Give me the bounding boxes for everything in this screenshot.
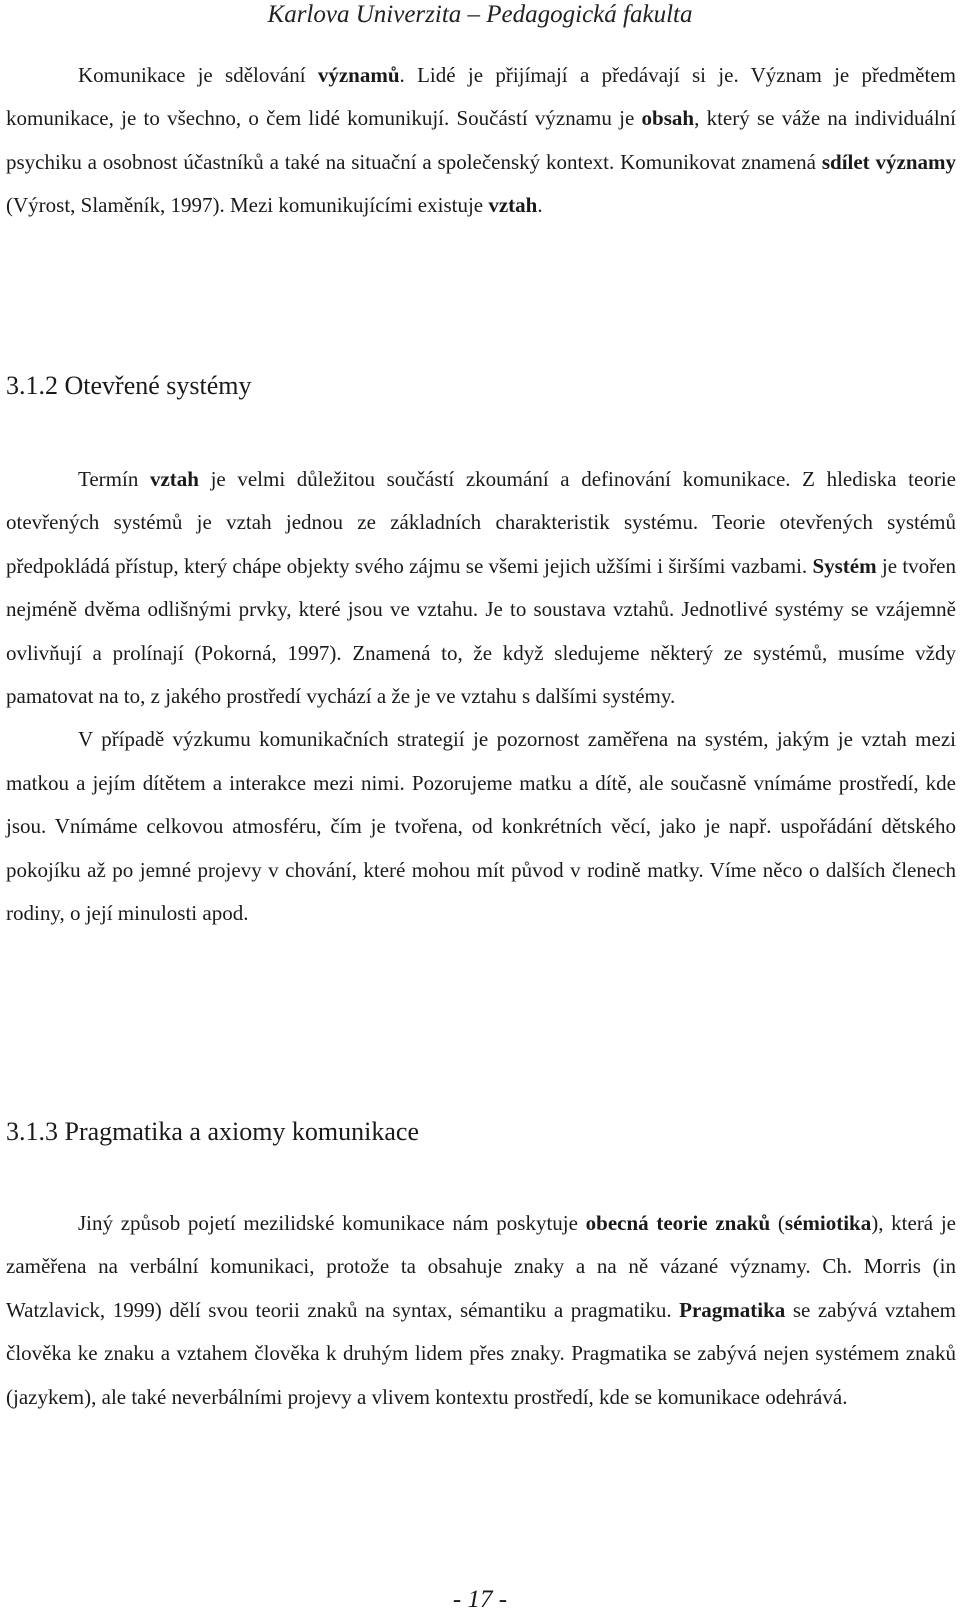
bold-term: Pragmatika bbox=[679, 1297, 786, 1322]
text-run: se zabývá vztahem člověka ke znaku a vztahem člověka k druhým lidem přes znaky. Pragmatika se zabývá nejen systémem znaků (jazykem), ale také neverbálními projevy a vlivem kontextu prostředí, kde se komunikace odehrává. bbox=[6, 1297, 956, 1409]
section-heading-open-systems: 3.1.2 Otevřené systémy bbox=[6, 371, 252, 400]
text-run: ( bbox=[770, 1211, 785, 1235]
text-run: . bbox=[537, 193, 543, 218]
paragraph-open-systems bbox=[6, 458, 956, 935]
page-header: Karlova Univerzita – Pedagogická fakulta bbox=[267, 1, 693, 28]
paragraph-research-system: V případě výzkumu komunikačních strategií je pozornost zaměřena na systém, jakým je vztah mezi matkou a jejím dítětem a interakce mezi nimi. Pozorujeme matku a dítě, ale současně vnímáme prostředí, kde jsou. Vnímáme celkovou atmosféru, čím je tvořena, od konkrétních věcí, jako je např. uspořádání dětského pokojíku až po jemné projevy v chování, které mohou mít původ v rodině matky. Víme něco o dalších členech rodiny, o její minulosti apod. bbox=[6, 727, 956, 926]
text-run: je velmi důležitou součástí zkoumání a definování komunikace. Z hlediska teorie otevřených systémů je vztah jednou ze základních charakteristik systému. Teorie otevřených systémů předpokládá přístup, který chápe objekty svého zájmu se všemi jejich užšími i širšími vazbami. bbox=[6, 467, 956, 578]
text-run: Komunikace je sdělování bbox=[78, 63, 318, 87]
paragraph-pragmatics bbox=[6, 1202, 956, 1419]
bold-term: významů bbox=[317, 63, 400, 87]
bold-term: vztah bbox=[149, 467, 199, 491]
text-run: , který se váže na individuální psychiku a osobnost účastníků a také na situační a společenský kontext. Komunikovat znamená bbox=[6, 106, 956, 174]
bold-term: obecná teorie znaků bbox=[585, 1211, 771, 1235]
bold-term: sdílet významy bbox=[821, 149, 957, 174]
page-number: - 17 - bbox=[452, 1586, 508, 1613]
text-run: (Výrost, Slaměník, 1997). Mezi komunikujícími existuje bbox=[6, 193, 489, 218]
paragraph-meaning bbox=[6, 54, 956, 228]
text-run: Termín bbox=[78, 467, 150, 491]
text-run: je tvořen nejméně dvěma odlišnými prvky, které jsou ve vztahu. Je to soustava vztahů. Jednotlivé systémy se vzájemně ovlivňují a prolínají (Pokorná, 1997). Znamená to, že když sledujeme některý ze systémů, musíme vždy pamatovat na to, z jakého prostředí vychází a že je ve vztahu s dalšími systémy. bbox=[6, 553, 956, 709]
section-heading-pragmatics: 3.1.3 Pragmatika a axiomy komunikace bbox=[6, 1117, 420, 1146]
bold-term: Systém bbox=[812, 553, 877, 578]
bold-term: sémiotika bbox=[784, 1211, 872, 1235]
text-run: Jiný způsob pojetí mezilidské komunikace nám poskytuje bbox=[78, 1211, 586, 1235]
bold-term: vztah bbox=[488, 193, 538, 218]
bold-term: obsah bbox=[641, 106, 695, 131]
text-run: ), která je zaměřena na verbální komunikaci, protože ta obsahuje znaky a na ně vázané významy. Ch. Morris (in Watzlavick, 1999) dělí svou teorii znaků na syntax, sémantiku a pragmatiku. bbox=[6, 1211, 956, 1322]
text-run: . Lidé je přijímají a předávají si je. Význam je předmětem komunikace, je to všechno, o čem lidé komunikují. Součástí významu je bbox=[6, 63, 956, 131]
